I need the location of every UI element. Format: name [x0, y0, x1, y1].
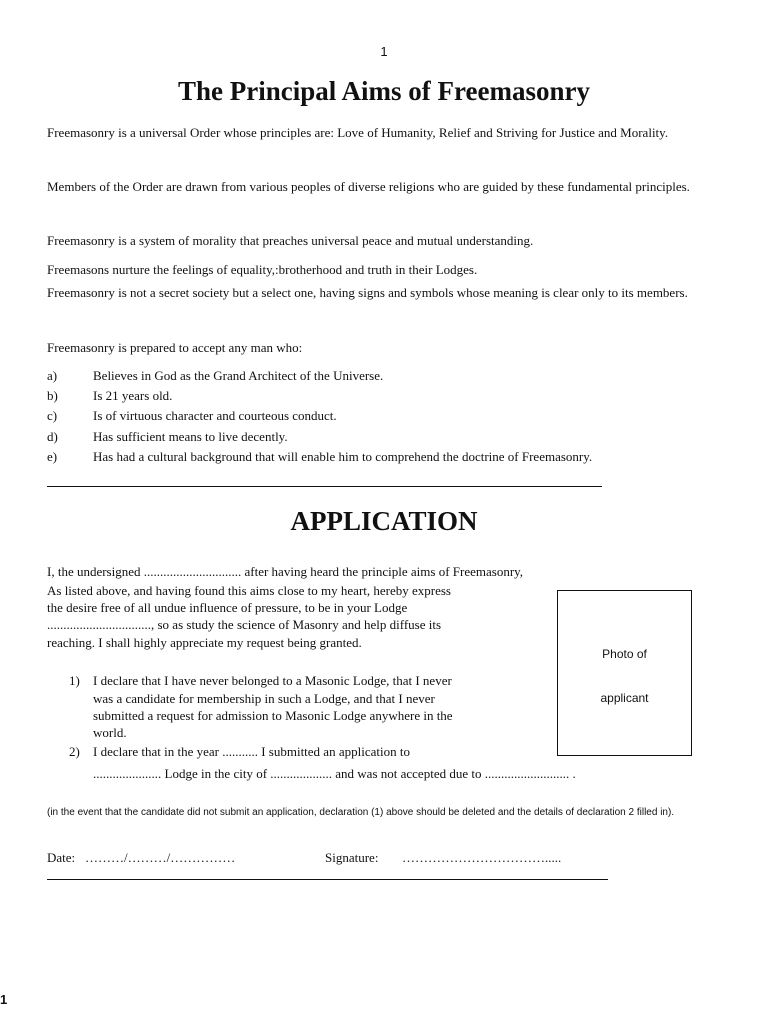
application-intro-line: I, the undersigned .............................. after having heard the principle aims of Freemasonry, [47, 564, 524, 579]
deletion-note: (in the event that the candidate did not submit an application, declaration (1) above should be deleted and the details of declaration 2 filled in). [47, 807, 675, 818]
paragraph-accept: Freemasonry is prepared to accept any man who: [47, 340, 303, 355]
list-marker: b) [47, 388, 58, 404]
signature-field[interactable]: ……………………………..... [402, 850, 562, 865]
application-intro-line: the desire free of all undue influence of pressure, to be in your Lodge [47, 600, 408, 615]
date-label: Date: [47, 850, 76, 865]
list-item-text: Has sufficient means to live decently. [93, 428, 288, 444]
photo-label: Photo of [602, 647, 647, 661]
signature-label: Signature: [325, 850, 379, 865]
paragraph-members: Members of the Order are drawn from various peoples of diverse religions who are guided by these fundamental principles. [47, 179, 690, 194]
corner-page-number: 1 [0, 992, 8, 1007]
declaration-1-line: world. [93, 725, 127, 740]
declaration-1-marker: 1) [69, 673, 80, 688]
declaration-2-marker: 2) [69, 744, 80, 759]
list-marker: e) [47, 448, 58, 464]
photo-label: applicant [600, 691, 649, 705]
list-item [47, 386, 727, 406]
page-number: 1 [380, 44, 388, 59]
application-intro-line: ................................, so as study the science of Masonry and help diffuse its [47, 617, 442, 632]
list-marker: c) [47, 408, 58, 424]
paragraph-morality: Freemasonry is a system of morality that preaches universal peace and mutual understanding. [47, 233, 534, 248]
application-intro-line: reaching. I shall highly appreciate my request being granted. [47, 635, 362, 650]
list-item-text: Is 21 years old. [93, 388, 173, 404]
list-item-text: Believes in God as the Grand Architect of the Universe. [93, 368, 384, 383]
date-field[interactable]: ………/………/…………… [85, 850, 236, 865]
paragraph-equality: Freemasons nurture the feelings of equality,:brotherhood and truth in their Lodges. [47, 262, 478, 277]
list-item [47, 366, 727, 386]
list-item [47, 406, 727, 426]
requirements-list [47, 366, 727, 467]
list-marker: a) [47, 368, 58, 383]
list-item [47, 427, 727, 447]
application-intro-line: As listed above, and having found this aims close to my heart, hereby express [47, 583, 451, 598]
declaration-2-line: I declare that in the year ........... I submitted an application to [93, 744, 410, 759]
application-heading: APPLICATION [290, 506, 478, 536]
declaration-2-line: ..................... Lodge in the city of ................... and was not accepted due to .......................... . [93, 766, 576, 781]
list-item [47, 447, 727, 467]
declaration-1-line: I declare that I have never belonged to a Masonic Lodge, that I never [93, 673, 452, 688]
list-marker: d) [47, 428, 58, 444]
declaration-1-line: submitted a request for admission to Masonic Lodge anywhere in the [93, 708, 453, 723]
declaration-1-line: was a candidate for membership in such a Lodge, and that I never [93, 691, 435, 706]
paragraph-principles: Freemasonry is a universal Order whose principles are: Love of Humanity, Relief and Striving for Justice and Morality. [47, 125, 669, 140]
list-item-text: Is of virtuous character and courteous conduct. [93, 408, 337, 424]
list-item-text: Has had a cultural background that will enable him to comprehend the doctrine of Freemasonry. [93, 448, 593, 464]
section-divider [47, 486, 602, 487]
paragraph-secret-society: Freemasonry is not a secret society but a select one, having signs and symbols whose meaning is clear only to its members. [47, 285, 688, 300]
page-title: The Principal Aims of Freemasonry [178, 76, 590, 106]
bottom-divider [47, 879, 608, 880]
photo-placeholder [557, 590, 692, 756]
